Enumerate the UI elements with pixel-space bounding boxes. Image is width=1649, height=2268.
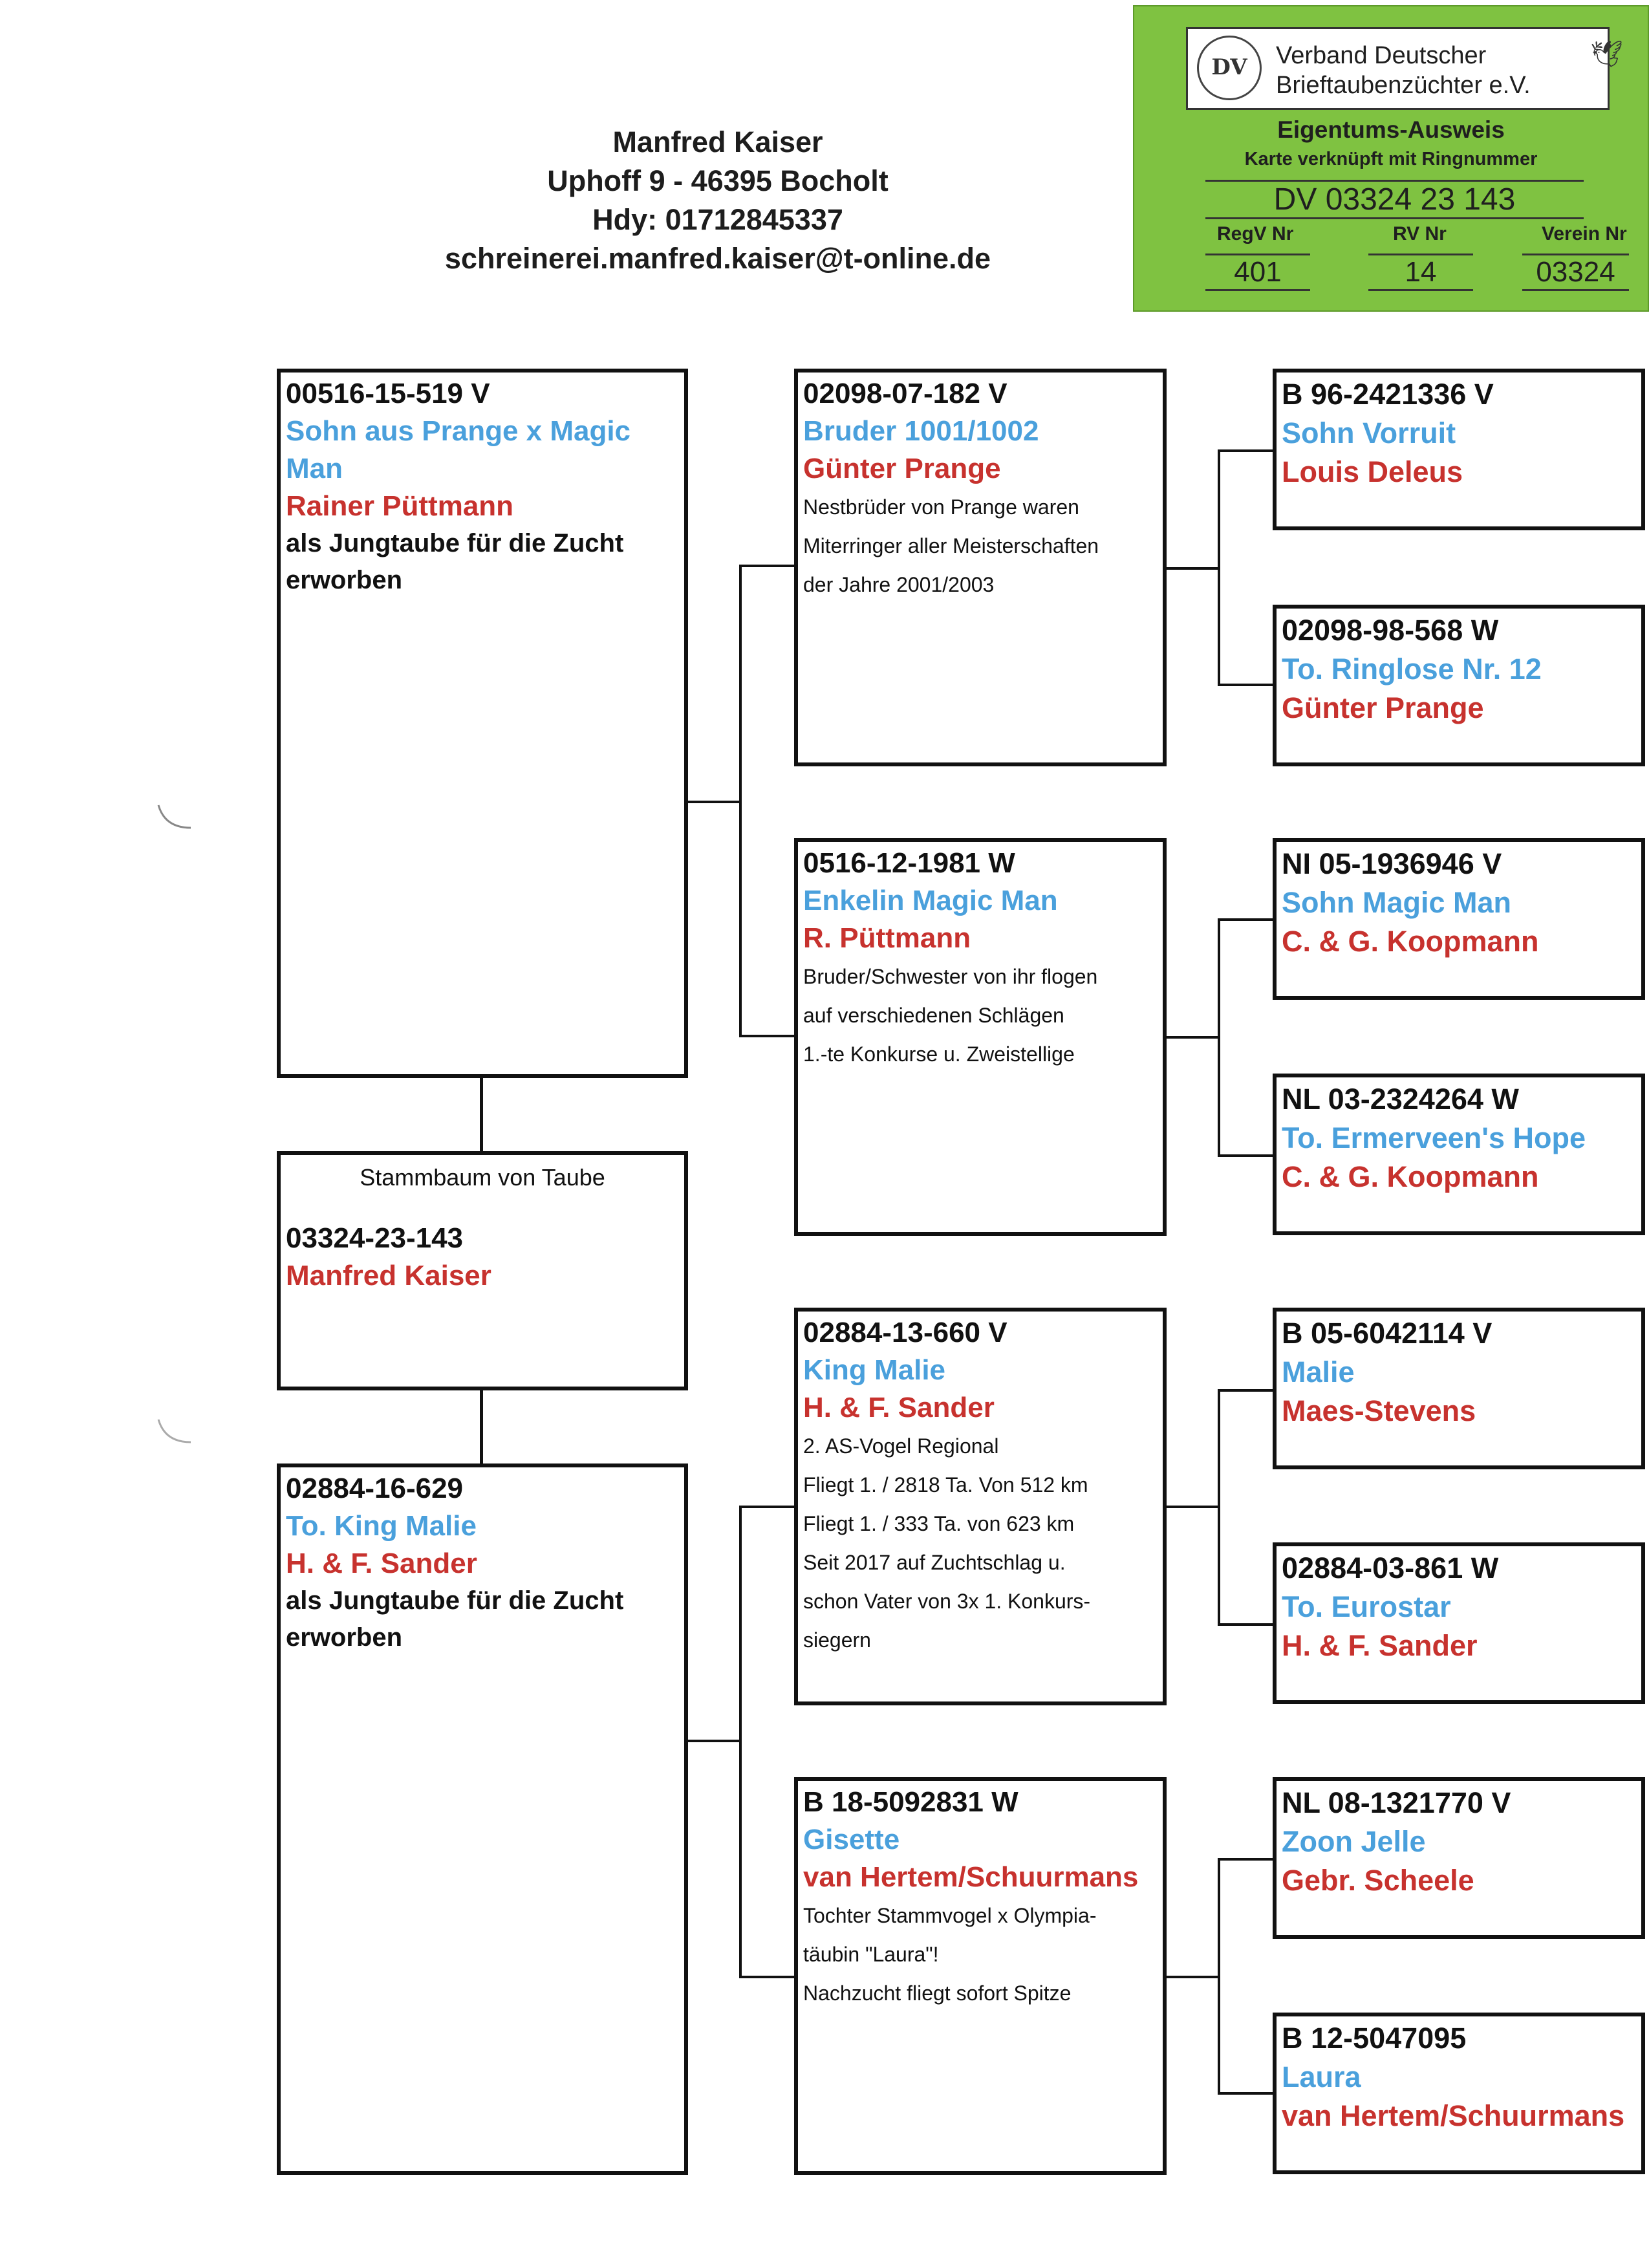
- mother-box: [277, 1463, 688, 2175]
- connector-line: [1164, 1506, 1220, 1508]
- association-header: [1186, 27, 1610, 110]
- connector-line: [739, 565, 742, 1037]
- great-grandparent-box: [1273, 838, 1645, 1000]
- connector-line: [1218, 918, 1274, 921]
- great-grandparent-ring: B 96-2421336 V: [1282, 378, 1494, 411]
- father-name: Sohn aus Prange x Magic Man: [286, 415, 631, 484]
- card-subtitle: Karte verknüpft mit Ringnummer: [1244, 149, 1538, 169]
- grandparent-box: [794, 1777, 1167, 2175]
- owner-email: schreinerei.manfred.kaiser@t-online.de: [444, 242, 991, 275]
- mother-name: To. King Malie: [286, 1510, 477, 1542]
- connector-line: [1164, 1976, 1220, 1978]
- mother-ring: 02884-16-629: [286, 1473, 464, 1504]
- great-grandparent-box: [1273, 2013, 1645, 2174]
- grandparent-box: [794, 1308, 1167, 1705]
- connector-line: [739, 1035, 794, 1037]
- connector-line: [480, 1075, 483, 1153]
- great-grandparent-breeder: Gebr. Scheele: [1282, 1864, 1474, 1897]
- great-grandparent-box: [1273, 1308, 1645, 1469]
- connector-line: [1218, 1389, 1274, 1392]
- association-name: Verband Deutscher Brieftaubenzüchter e.V.: [1276, 42, 1531, 99]
- grandparent-breeder: Günter Prange: [803, 453, 1001, 484]
- grandparent-breeder: van Hertem/Schuurmans: [803, 1861, 1139, 1893]
- connector-line: [1218, 1858, 1274, 1861]
- connector-line: [480, 1389, 483, 1467]
- owner-street: Uphoff 9 - 46395 Bocholt: [547, 164, 889, 197]
- connector-line: [1218, 449, 1220, 686]
- connector-line: [1218, 1858, 1220, 2094]
- great-grandparent-ring: NI 05-1936946 V: [1282, 847, 1502, 880]
- great-grandparent-breeder: Louis Deleus: [1282, 455, 1463, 488]
- dv-logo-icon: DV: [1197, 36, 1262, 100]
- subject-box: [277, 1151, 688, 1390]
- connector-line: [685, 1740, 741, 1742]
- father-note: als Jungtaube für die Zucht erworben: [286, 529, 624, 594]
- grandparent-name: Bruder 1001/1002: [803, 415, 1039, 447]
- grandparent-name: Enkelin Magic Man: [803, 885, 1058, 916]
- pedigree-title: Stammbaum von Taube: [360, 1164, 605, 1191]
- connector-line: [1218, 1389, 1220, 1625]
- grandparent-note: 1.-te Konkurse u. Zweistellige: [803, 1042, 1075, 1066]
- connector-line: [1218, 918, 1220, 1156]
- great-grandparent-name: Zoon Jelle: [1282, 1825, 1426, 1858]
- grandparent-note: siegern: [803, 1628, 871, 1652]
- great-grandparent-ring: 02884-03-861 W: [1282, 1551, 1499, 1584]
- regv-label: RegV Nr: [1217, 223, 1294, 244]
- father-breeder: Rainer Püttmann: [286, 490, 514, 522]
- great-grandparent-breeder: C. & G. Koopmann: [1282, 1160, 1539, 1193]
- grandparent-breeder: H. & F. Sander: [803, 1392, 995, 1423]
- great-grandparent-name: To. Ermerveen's Hope: [1282, 1121, 1586, 1154]
- connector-line: [739, 1506, 742, 1978]
- great-grandparent-box: [1273, 1542, 1645, 1704]
- great-grandparent-ring: 02098-98-568 W: [1282, 614, 1499, 647]
- great-grandparent-ring: B 12-5047095: [1282, 2022, 1467, 2055]
- grandparent-box: [794, 369, 1167, 766]
- grandparent-ring: 02884-13-660 V: [803, 1317, 1008, 1348]
- grandparent-note: Nachzucht fliegt sofort Spitze: [803, 1982, 1072, 2005]
- subject-breeder: Manfred Kaiser: [286, 1260, 491, 1291]
- grandparent-ring: B 18-5092831 W: [803, 1786, 1018, 1818]
- regv-value: 401: [1205, 254, 1310, 291]
- grandparent-note: Nestbrüder von Prange waren: [803, 495, 1079, 519]
- card-title: Eigentums-Ausweis: [1277, 116, 1505, 143]
- grandparent-note: 2. AS-Vogel Regional: [803, 1434, 999, 1458]
- great-grandparent-breeder: H. & F. Sander: [1282, 1629, 1478, 1662]
- grandparent-note: Miterringer aller Meisterschaften: [803, 534, 1099, 557]
- grandparent-note: der Jahre 2001/2003: [803, 573, 995, 596]
- grandparent-note: Seit 2017 auf Zuchtschlag u.: [803, 1551, 1066, 1574]
- grandparent-breeder: R. Püttmann: [803, 922, 971, 954]
- punch-hole-mark: [155, 802, 194, 834]
- connector-line: [1164, 1036, 1220, 1039]
- mother-note: als Jungtaube für die Zucht erworben: [286, 1586, 624, 1652]
- grandparent-note: Tochter Stammvogel x Olympia-: [803, 1904, 1097, 1927]
- owner-phone: Hdy: 01712845337: [592, 203, 843, 236]
- grandparent-note: Bruder/Schwester von ihr flogen: [803, 965, 1098, 988]
- grandparent-ring: 02098-07-182 V: [803, 378, 1008, 409]
- connector-line: [739, 1976, 794, 1978]
- grandparent-note: schon Vater von 3x 1. Konkurs-: [803, 1590, 1091, 1613]
- grandparent-note: Fliegt 1. / 333 Ta. von 623 km: [803, 1512, 1075, 1535]
- great-grandparent-name: To. Eurostar: [1282, 1590, 1451, 1623]
- great-grandparent-ring: B 05-6042114 V: [1282, 1317, 1493, 1350]
- grandparent-box: [794, 838, 1167, 1236]
- connector-line: [1164, 567, 1220, 570]
- subject-ring: 03324-23-143: [286, 1222, 464, 1254]
- connector-line: [1218, 449, 1274, 452]
- connector-line: [685, 801, 741, 803]
- mother-breeder: H. & F. Sander: [286, 1548, 477, 1579]
- card-ring-number: DV 03324 23 143: [1205, 180, 1584, 219]
- pigeon-icon: 🕊: [1590, 40, 1623, 69]
- connector-line: [1218, 1623, 1274, 1626]
- owner-name: Manfred Kaiser: [612, 125, 823, 158]
- great-grandparent-ring: NL 08-1321770 V: [1282, 1786, 1511, 1819]
- great-grandparent-breeder: C. & G. Koopmann: [1282, 925, 1539, 958]
- connector-line: [1218, 684, 1274, 686]
- verein-value: 03324: [1522, 254, 1629, 291]
- great-grandparent-name: Sohn Vorruit: [1282, 416, 1456, 449]
- great-grandparent-box: [1273, 1074, 1645, 1235]
- grandparent-ring: 0516-12-1981 W: [803, 847, 1015, 879]
- great-grandparent-box: [1273, 1777, 1645, 1939]
- rv-value: 14: [1368, 254, 1473, 291]
- great-grandparent-breeder: Günter Prange: [1282, 691, 1484, 724]
- great-grandparent-breeder: Maes-Stevens: [1282, 1394, 1476, 1427]
- father-ring: 00516-15-519 V: [286, 378, 490, 409]
- grandparent-note: auf verschiedenen Schlägen: [803, 1004, 1064, 1027]
- father-box: [277, 369, 688, 1078]
- grandparent-name: Gisette: [803, 1824, 900, 1855]
- connector-line: [739, 1506, 794, 1508]
- grandparent-note: Fliegt 1. / 2818 Ta. Von 512 km: [803, 1473, 1088, 1496]
- great-grandparent-box: [1273, 605, 1645, 766]
- ownership-card: [1133, 5, 1649, 312]
- great-grandparent-ring: NL 03-2324264 W: [1282, 1083, 1519, 1116]
- owner-address: [362, 123, 1073, 278]
- great-grandparent-name: Laura: [1282, 2060, 1361, 2093]
- connector-line: [1218, 1154, 1274, 1157]
- great-grandparent-box: [1273, 369, 1645, 530]
- rv-label: RV Nr: [1393, 223, 1447, 244]
- verein-label: Verein Nr: [1542, 223, 1627, 244]
- great-grandparent-name: Malie: [1282, 1355, 1355, 1388]
- grandparent-name: King Malie: [803, 1354, 946, 1386]
- connector-line: [1218, 2092, 1274, 2095]
- great-grandparent-name: Sohn Magic Man: [1282, 886, 1512, 919]
- great-grandparent-name: To. Ringlose Nr. 12: [1282, 653, 1542, 686]
- grandparent-note: täubin "Laura"!: [803, 1943, 939, 1966]
- connector-line: [739, 565, 794, 567]
- punch-hole-mark: [155, 1416, 194, 1449]
- great-grandparent-breeder: van Hertem/Schuurmans: [1282, 2099, 1625, 2132]
